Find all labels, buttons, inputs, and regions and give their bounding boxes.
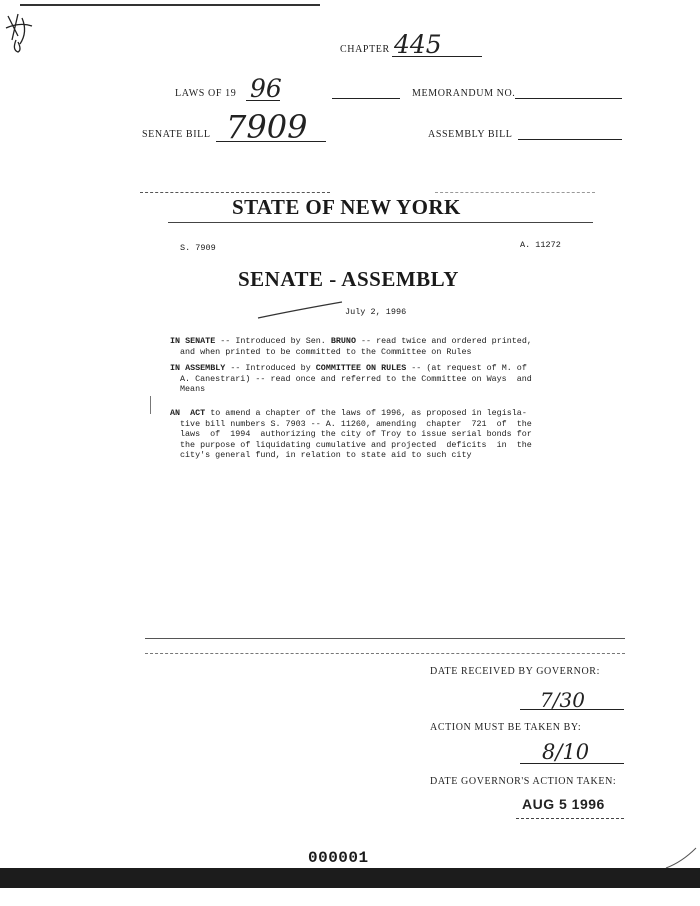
act-line5: city's general fund, in relation to state aid to such city: [180, 450, 472, 460]
assembly-intro-text2: -- (at request of M. of: [406, 363, 527, 373]
memo-blank-line: [332, 98, 400, 99]
initials-scribble-icon: [2, 10, 42, 56]
received-underline: [520, 709, 624, 710]
title-underline: [168, 222, 593, 223]
chamber-title: SENATE - ASSEMBLY: [238, 267, 459, 291]
chapter-underline: [392, 56, 482, 57]
top-edge-line: [20, 4, 320, 6]
taken-underline: [516, 818, 624, 819]
scan-bottom-band: [0, 868, 700, 888]
assembly-committee: COMMITTEE ON RULES: [315, 363, 407, 373]
margin-tick: [150, 396, 151, 414]
senate-intro-text1: -- Introduced by Sen.: [215, 336, 331, 346]
laws-label: LAWS OF 19: [175, 88, 237, 99]
memo-label: MEMORANDUM NO.: [412, 88, 516, 99]
senate-intro-lead: IN SENATE: [170, 336, 216, 346]
act-lead: AN ACT: [170, 408, 206, 418]
taken-label: DATE GOVERNOR'S ACTION TAKEN:: [430, 776, 617, 787]
bottom-rule-2: [145, 653, 625, 654]
action-value: 8/10: [542, 740, 590, 764]
action-underline: [520, 763, 624, 764]
title-rule-right: [435, 192, 595, 193]
senate-intro-text2: -- read twice and ordered printed,: [355, 336, 532, 346]
page-curl-icon: [664, 846, 698, 870]
assembly-bill-label: ASSEMBLY BILL: [428, 129, 513, 140]
assembly-number: A. 11272: [520, 240, 561, 250]
state-title: STATE OF NEW YORK: [232, 195, 461, 219]
chapter-label: CHAPTER: [340, 44, 390, 55]
assembly-intro-line2: A. Canestrari) -- read once and referred to the Committee on Ways and: [180, 373, 532, 384]
received-label: DATE RECEIVED BY GOVERNOR:: [430, 666, 600, 677]
laws-year: 96: [250, 74, 282, 103]
act-line3: laws of 1994 authorizing the city of Troy to issue serial bonds for: [180, 429, 532, 439]
action-taken-stamp: AUG 5 1996: [522, 796, 605, 812]
page-number: 000001: [308, 849, 369, 867]
title-rule-left: [140, 192, 330, 193]
senate-bill-number: 7909: [226, 108, 308, 146]
senate-bill-label: SENATE BILL: [142, 129, 211, 140]
act-line2: tive bill numbers S. 7903 -- A. 11260, amending chapter 721 of the: [180, 418, 532, 429]
assembly-intro-line3: Means: [180, 384, 206, 394]
chapter-number: 445: [394, 30, 442, 59]
action-label: ACTION MUST BE TAKEN BY:: [430, 722, 582, 733]
assembly-introduction: [170, 363, 610, 395]
senate-bill-underline: [216, 141, 326, 142]
assembly-bill-underline: [518, 139, 622, 140]
received-value: 7/30: [540, 688, 585, 712]
bottom-rule-1: [145, 638, 625, 639]
senate-introduction: [170, 336, 610, 357]
senate-number: S. 7909: [180, 243, 216, 253]
memo-underline: [515, 98, 622, 99]
signature-stroke-icon: [256, 300, 346, 322]
act-line1: to amend a chapter of the laws of 1996, as proposed in legisla-: [205, 408, 527, 418]
assembly-intro-lead: IN ASSEMBLY: [170, 363, 226, 373]
senate-sponsor: BRUNO: [330, 336, 356, 346]
senate-intro-line2: and when printed to be committed to the Committee on Rules: [180, 346, 472, 357]
act-line4: the purpose of liquidating cumulative and projected deficits in the: [180, 439, 532, 450]
act-description: [170, 408, 610, 461]
bill-date: July 2, 1996: [345, 307, 407, 317]
laws-year-underline: [246, 100, 280, 101]
assembly-intro-text1: -- Introduced by: [225, 363, 316, 373]
